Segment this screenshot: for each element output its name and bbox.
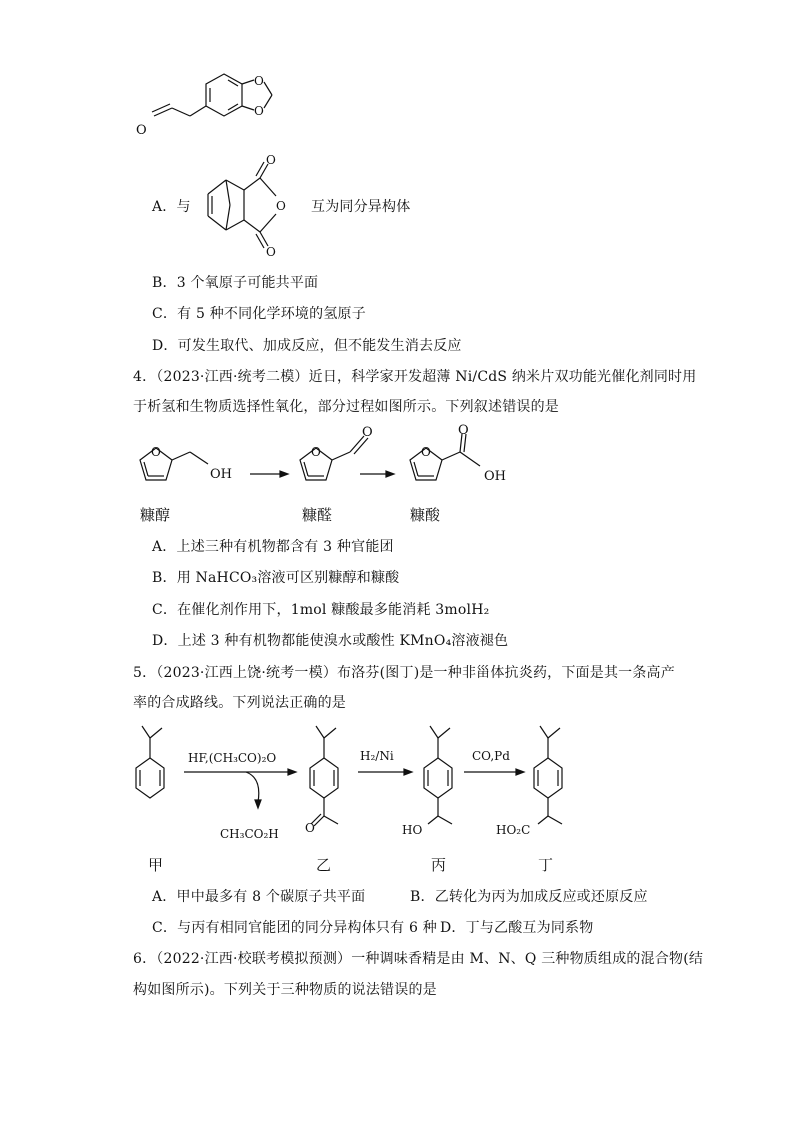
q5-option-c: C．与丙有相同官能团的同分异构体只有 6 种	[152, 920, 437, 936]
atom-o-label: O	[362, 425, 373, 440]
prev-option-d: D．可发生取代、加成反应，但不能发生消去反应	[152, 338, 462, 354]
atom-ho2c-label: HO₂C	[496, 823, 531, 837]
anhydride-structure	[196, 150, 316, 260]
compound-label-furfuryl-alcohol: 糠醇	[140, 506, 171, 524]
prev-option-c: C．有 5 种不同化学环境的氢原子	[152, 306, 366, 322]
compound-label-furfural: 糠醛	[302, 506, 333, 524]
q5-option-a: A．甲中最多有 8 个碳原子共平面	[152, 889, 366, 905]
compound-label-furoic-acid: 糠酸	[410, 506, 441, 524]
prev-option-a-suffix: 互为同分异构体	[311, 199, 411, 215]
atom-o-label: O	[421, 445, 431, 459]
atom-o-label: O	[266, 153, 276, 167]
q4-stem-line2: 于析氢和生物质选择性氧化，部分过程如图所示。下列叙述错误的是	[133, 399, 559, 415]
atom-o-label: O	[151, 445, 161, 459]
prev-option-b: B．3 个氧原子可能共平面	[152, 275, 319, 291]
reagent-co-pd: CO,Pd	[472, 749, 510, 763]
atom-o-label: O	[305, 821, 315, 835]
byproduct-acetic-acid: CH₃CO₂H	[220, 827, 279, 841]
q4-stem-line1: 4．（2023·江西·统考二模）近日，科学家开发超薄 Ni/CdS 纳米片双功能光催化剂同时用	[133, 369, 697, 385]
atom-o-label: O	[254, 104, 264, 118]
top-molecule-structure	[120, 60, 320, 150]
reagent-h2-ni: H₂/Ni	[360, 749, 394, 763]
ibuprofen-synthesis-scheme	[128, 722, 598, 862]
q6-stem-line2: 构如图所示)。下列关于三种物质的说法错误的是	[133, 982, 437, 998]
furfural-reaction-scheme	[128, 422, 528, 502]
atom-o-label: O	[311, 445, 321, 459]
q5-stem-line1: 5．（2023·江西上饶·统考一模）布洛芬(图丁)是一种非甾体抗炎药，下面是其一条高产	[133, 665, 675, 681]
compound-label-yi: 乙	[316, 856, 332, 874]
q5-stem-line2: 率的合成路线。下列说法正确的是	[133, 695, 346, 711]
atom-o-label: O	[266, 245, 276, 259]
atom-o-label: O	[276, 199, 286, 213]
atom-o-label: O	[458, 423, 469, 438]
compound-label-bing: 丙	[431, 856, 447, 874]
q5-option-b: B．乙转化为丙为加成反应或还原反应	[410, 889, 648, 905]
q5-option-d: D．丁与乙酸互为同系物	[440, 920, 594, 936]
atom-oh-label: OH	[484, 469, 506, 484]
atom-o-label: O	[254, 74, 264, 88]
atom-oh-label: OH	[210, 467, 232, 482]
q6-stem-line1: 6．（2022·江西·校联考模拟预测）一种调味香精是由 M、N、Q 三种物质组成的混合物(结	[133, 951, 704, 967]
reagent-hf-acetic-anhydride: HF,(CH₃CO)₂O	[188, 751, 277, 765]
q4-option-d: D．上述 3 种有机物都能使溴水或酸性 KMnO₄溶液褪色	[152, 633, 509, 649]
atom-o-label: O	[136, 123, 147, 138]
atom-ho-label: HO	[402, 823, 423, 837]
compound-label-jia: 甲	[148, 856, 164, 874]
q4-option-a: A．上述三种有机物都含有 3 种官能团	[152, 539, 394, 555]
prev-option-a-prefix: A．与	[152, 199, 191, 215]
compound-label-ding: 丁	[538, 856, 554, 874]
q4-option-b: B．用 NaHCO₃溶液可区别糠醇和糠酸	[152, 570, 400, 586]
q4-option-c: C．在催化剂作用下，1mol 糠酸最多能消耗 3molH₂	[152, 602, 490, 618]
